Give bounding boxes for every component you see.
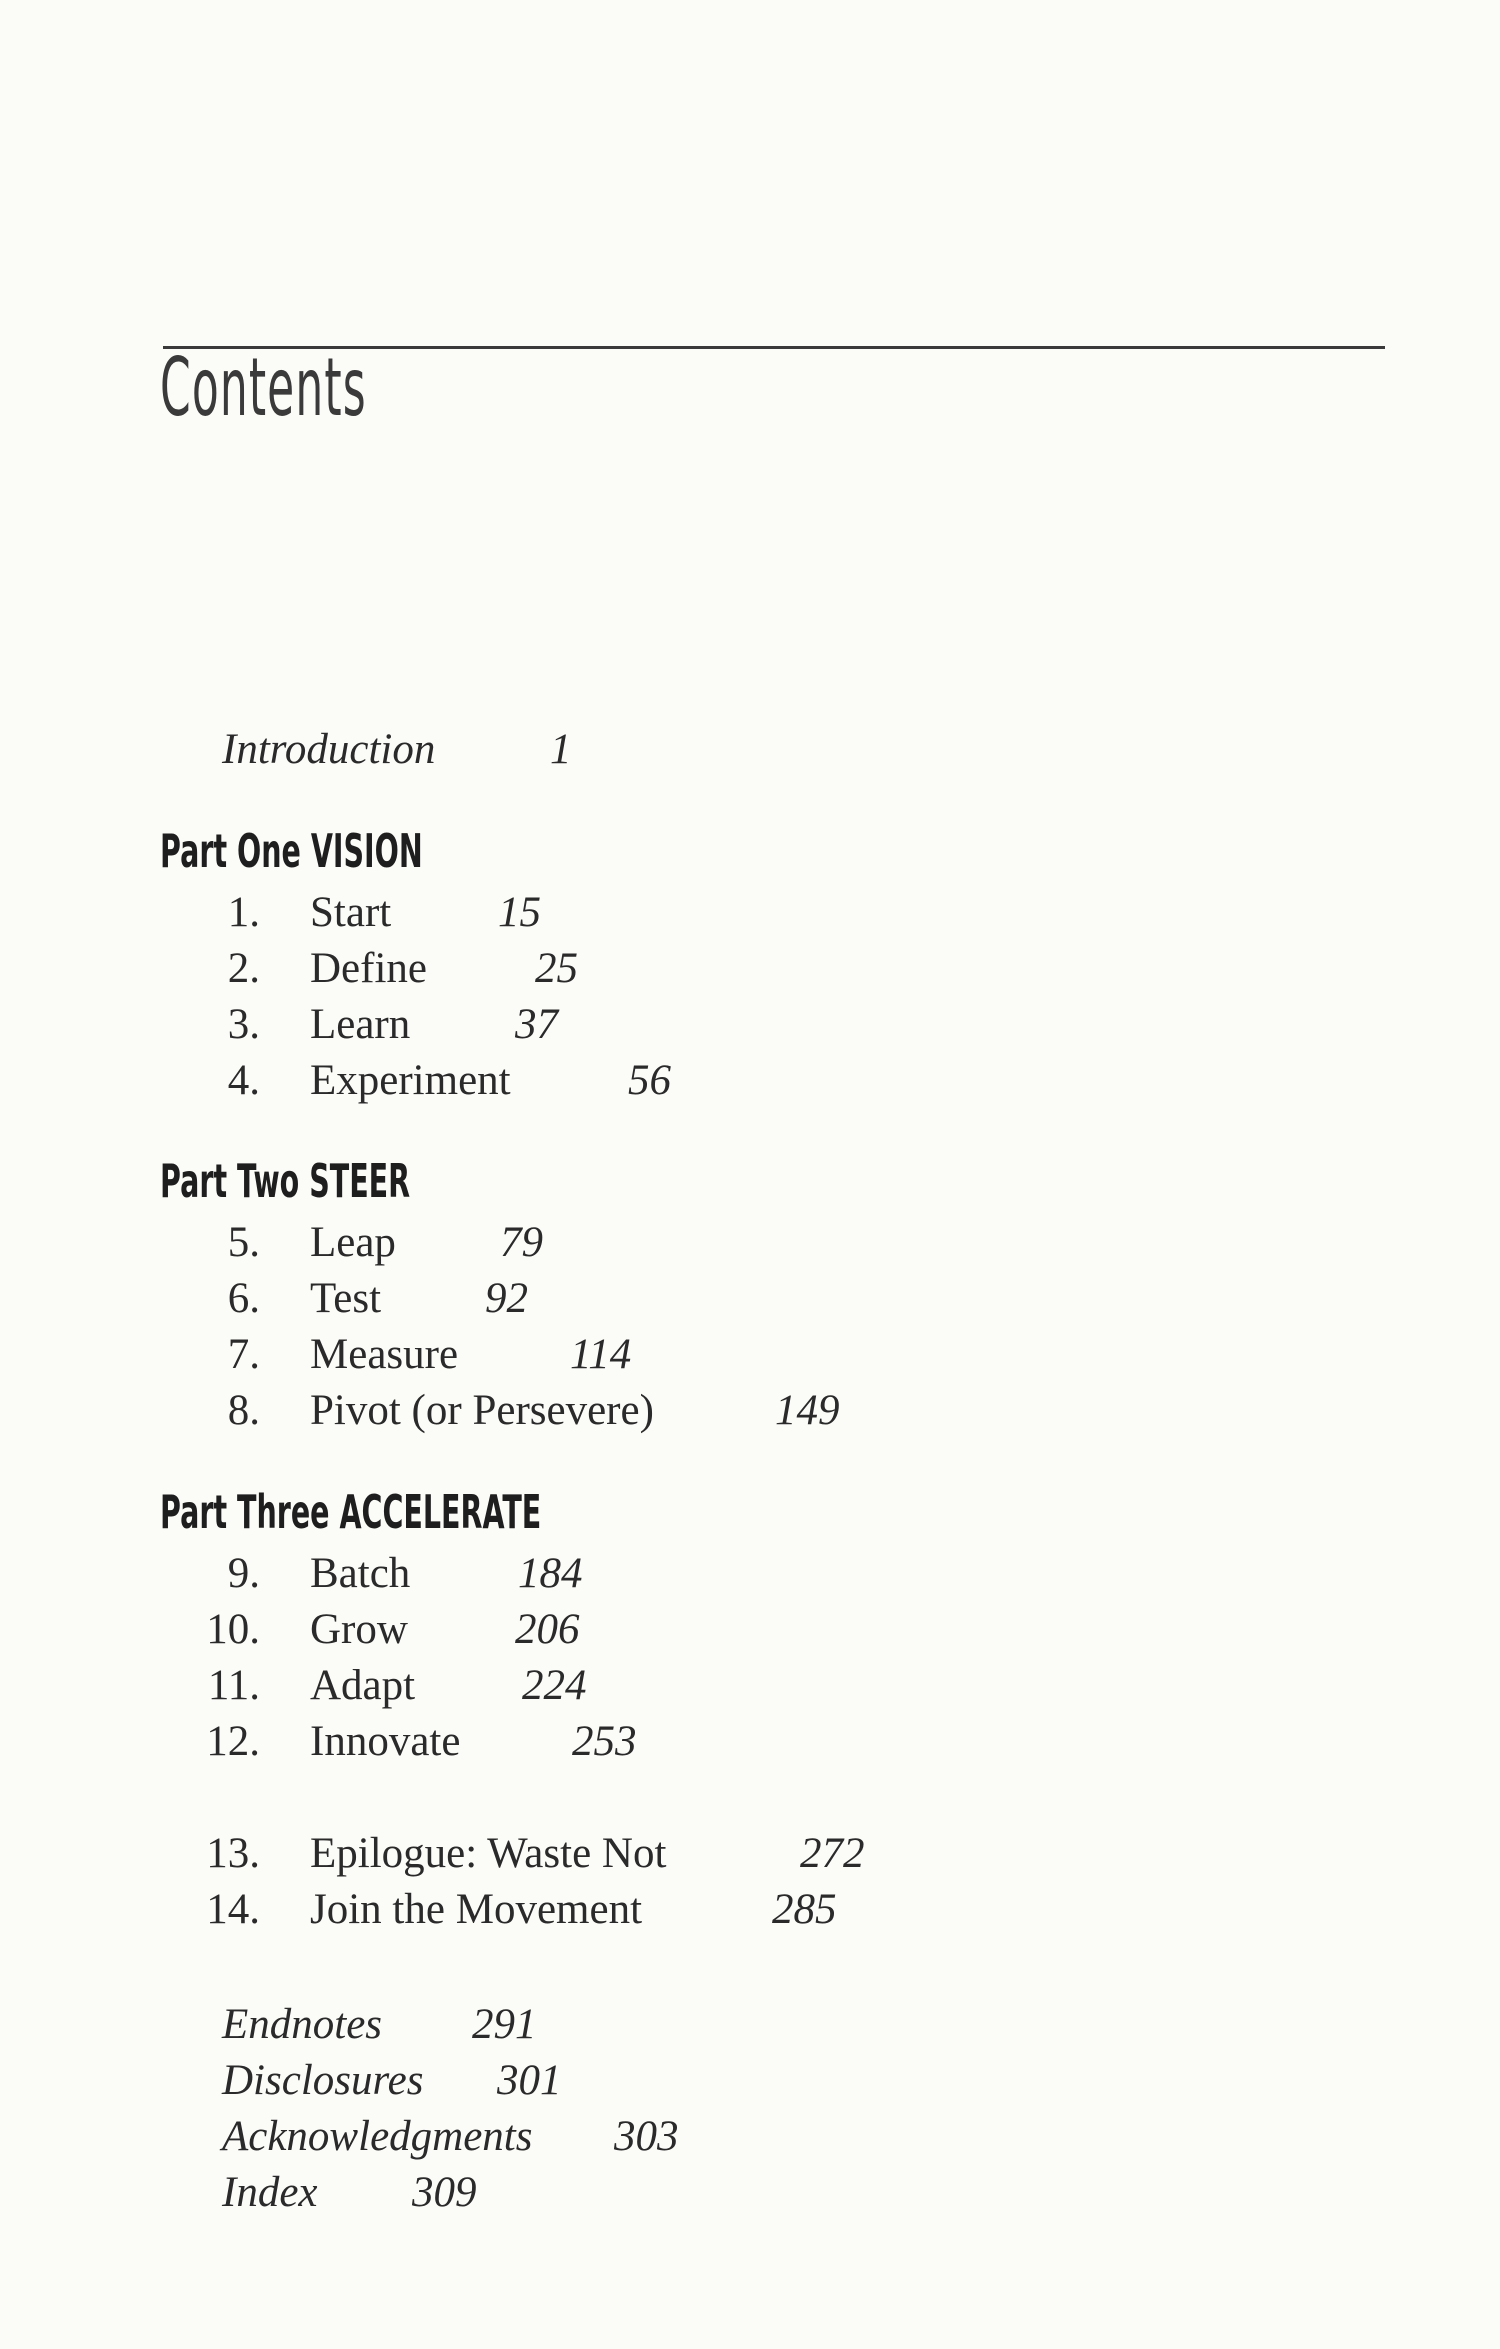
chapter-number: 8. bbox=[227, 1387, 260, 1434]
chapter-title: Pivot (or Persevere) bbox=[310, 1387, 654, 1434]
chapter-page: 114 bbox=[570, 1331, 632, 1378]
chapter-number: 12. bbox=[206, 1718, 260, 1765]
part-heading-two: Part Two STEER bbox=[160, 1154, 411, 1208]
page-title: Contents bbox=[160, 341, 367, 434]
toc-entry-index bbox=[222, 2169, 477, 2216]
chapter-title: Adapt bbox=[310, 1662, 416, 1709]
chapter-number: 1. bbox=[227, 889, 260, 936]
chapter-title: Define bbox=[310, 945, 427, 992]
chapter-page: 224 bbox=[522, 1662, 587, 1709]
chapter-title: Experiment bbox=[310, 1057, 511, 1104]
chapter-page: 25 bbox=[535, 945, 578, 992]
chapter-title: Measure bbox=[310, 1331, 459, 1378]
chapter-number: 4. bbox=[227, 1057, 260, 1104]
entry-page: 291 bbox=[472, 2001, 537, 2048]
chapter-page: 37 bbox=[515, 1001, 558, 1048]
toc-entry-acknowledgments bbox=[222, 2113, 679, 2160]
chapter-page: 79 bbox=[500, 1219, 543, 1266]
chapter-title: Innovate bbox=[310, 1718, 461, 1765]
chapter-title: Learn bbox=[310, 1001, 411, 1048]
chapter-page: 285 bbox=[772, 1886, 837, 1933]
chapter-page: 149 bbox=[775, 1387, 840, 1434]
chapter-number: 2. bbox=[227, 945, 260, 992]
chapter-number: 13. bbox=[206, 1830, 260, 1877]
entry-page: 301 bbox=[497, 2057, 562, 2104]
toc-entry-disclosures bbox=[222, 2057, 562, 2104]
toc-entry-endnotes bbox=[222, 2001, 537, 2048]
part-heading-three: Part Three ACCELERATE bbox=[160, 1485, 542, 1539]
entry-label: Index bbox=[222, 2169, 318, 2216]
chapter-page: 206 bbox=[515, 1606, 580, 1653]
chapter-number: 3. bbox=[227, 1001, 260, 1048]
part-heading-one: Part One VISION bbox=[160, 824, 423, 878]
chapter-title: Test bbox=[310, 1275, 382, 1322]
chapter-number: 7. bbox=[227, 1331, 260, 1378]
toc-entry-introduction bbox=[222, 726, 572, 773]
chapter-number: 5. bbox=[227, 1219, 260, 1266]
entry-page: 1 bbox=[550, 726, 572, 773]
chapter-page: 92 bbox=[485, 1275, 528, 1322]
entry-page: 303 bbox=[614, 2113, 679, 2160]
chapter-page: 56 bbox=[628, 1057, 671, 1104]
chapter-title: Join the Movement bbox=[310, 1886, 643, 1933]
chapter-number: 9. bbox=[227, 1550, 260, 1597]
chapter-title: Start bbox=[310, 889, 392, 936]
entry-label: Disclosures bbox=[222, 2057, 424, 2104]
chapter-number: 14. bbox=[206, 1886, 260, 1933]
entry-label: Endnotes bbox=[222, 2001, 383, 2048]
chapter-page: 15 bbox=[498, 889, 541, 936]
chapter-title: Grow bbox=[310, 1606, 408, 1653]
chapter-number: 10. bbox=[206, 1606, 260, 1653]
chapter-page: 184 bbox=[518, 1550, 583, 1597]
chapter-title: Leap bbox=[310, 1219, 396, 1266]
chapter-title: Batch bbox=[310, 1550, 411, 1597]
chapter-title: Epilogue: Waste Not bbox=[310, 1830, 667, 1877]
chapter-page: 272 bbox=[800, 1830, 865, 1877]
chapter-number: 11. bbox=[207, 1662, 260, 1709]
chapter-number: 6. bbox=[227, 1275, 260, 1322]
entry-label: Acknowledgments bbox=[222, 2113, 533, 2160]
entry-label: Introduction bbox=[222, 726, 436, 773]
chapter-page: 253 bbox=[572, 1718, 637, 1765]
entry-page: 309 bbox=[412, 2169, 477, 2216]
